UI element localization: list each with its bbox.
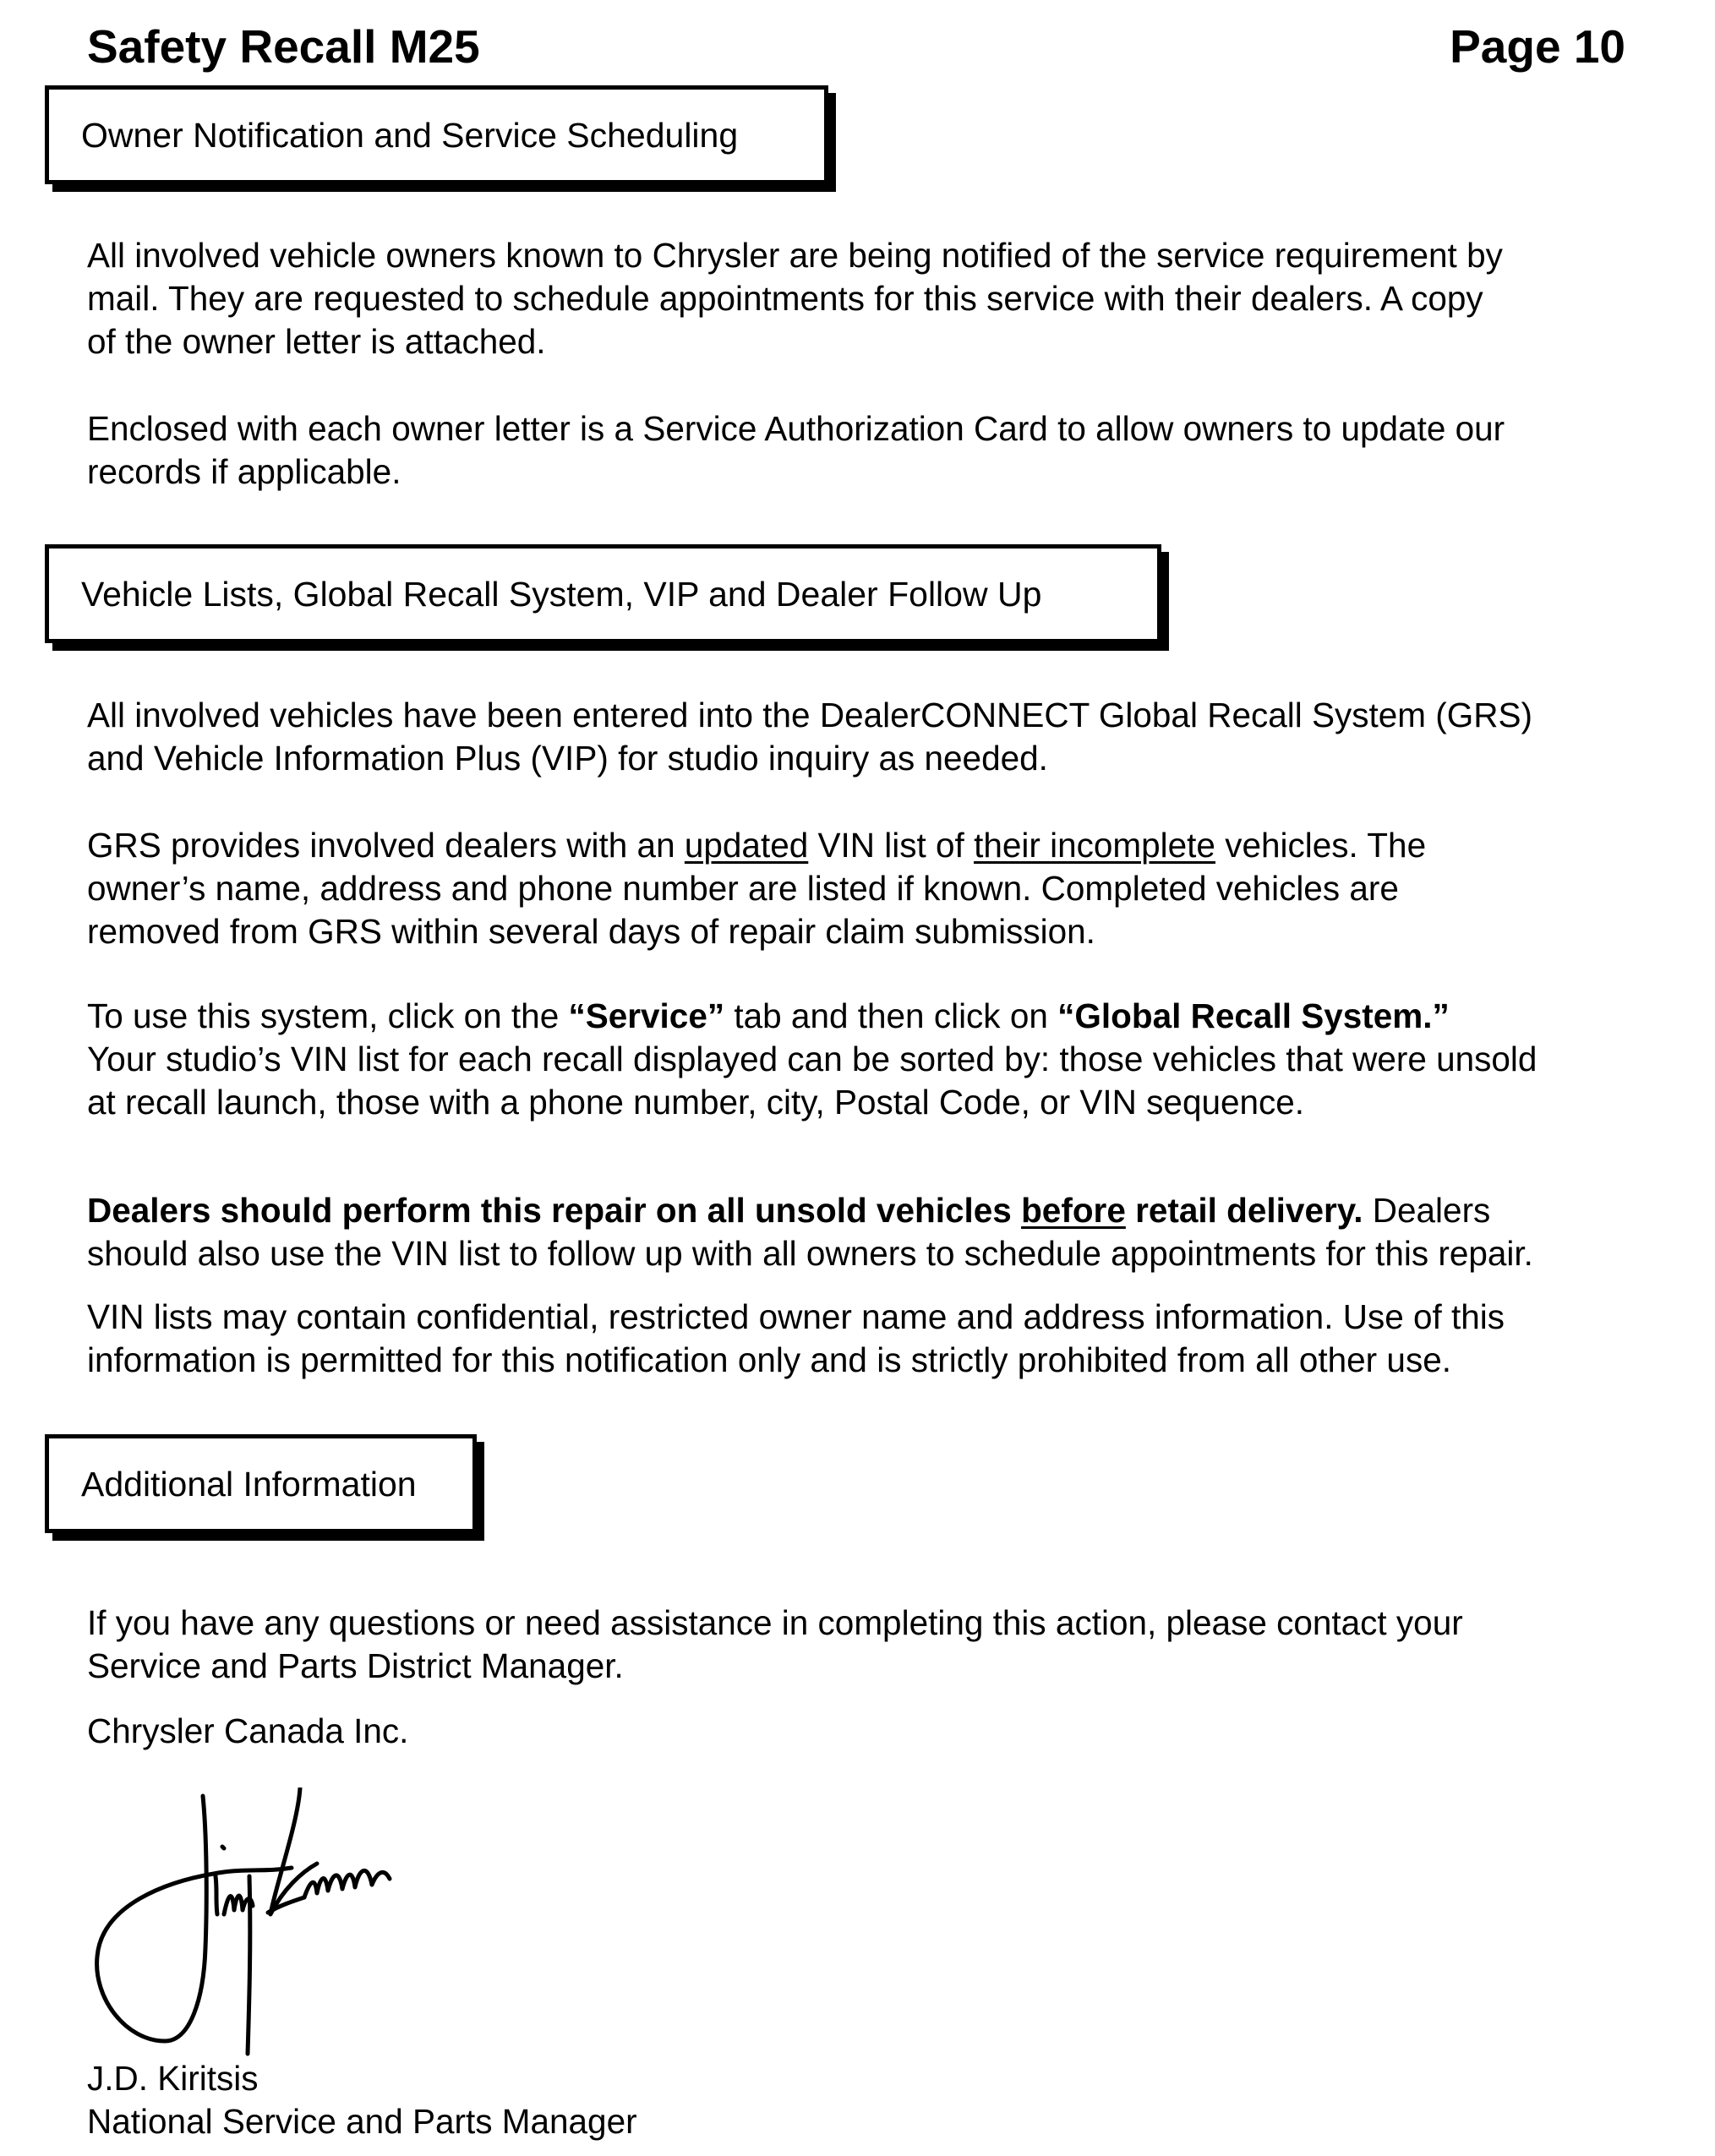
paragraph-authorization-card [87, 407, 1693, 494]
bold-text: Dealers should perform this repair on all unsold vehicles [87, 1191, 1022, 1230]
text-run: tab and then click on [724, 996, 1058, 1035]
bold-text: “Service” [568, 996, 725, 1035]
text-run: GRS provides involved dealers with an [87, 826, 685, 865]
text-line: at recall launch, those with a phone number, city, Postal Code, or VIN sequence. [87, 1083, 1305, 1122]
text-run: VIN list of [808, 826, 975, 865]
section-heading-additional-information [45, 1434, 477, 1533]
section-heading-vehicle-lists [45, 544, 1161, 643]
underlined-text: updated [684, 826, 809, 865]
text-line: All involved vehicle owners known to Chrysler are being notified of the service requirement by [87, 236, 1503, 275]
text-run: To use this system, click on the [87, 996, 569, 1035]
text-line: Your studio’s VIN list for each recall displayed can be sorted by: those vehicles that were unsold [87, 1040, 1537, 1078]
text-line: removed from GRS within several days of repair claim submission. [87, 912, 1095, 951]
signatory-block [87, 2057, 1693, 2143]
text-line [87, 1189, 1693, 1232]
bold-underlined-text: before [1021, 1191, 1126, 1230]
text-line: Enclosed with each owner letter is a Service Authorization Card to allow owners to update our [87, 409, 1505, 448]
signatory-name: J.D. Kiritsis [87, 2059, 259, 2098]
section-heading-owner-notification [45, 85, 828, 184]
text-line [87, 995, 1693, 1038]
section-heading-label: Additional Information [81, 1464, 417, 1504]
text-line: Chrysler Canada Inc. [87, 1711, 409, 1750]
text-line: VIN lists may contain confidential, restricted owner name and address information. Use of this [87, 1297, 1505, 1336]
text-line [87, 824, 1693, 867]
text-line: should also use the VIN list to follow up with all owners to schedule appointments for this repair. [87, 1234, 1533, 1273]
paragraph-grs-vip [87, 694, 1693, 780]
text-line: Service and Parts District Manager. [87, 1646, 624, 1685]
text-line: owner’s name, address and phone number are listed if known. Completed vehicles are [87, 869, 1399, 908]
handwritten-signature [89, 1788, 410, 2058]
document-title: Safety Recall M25 [87, 20, 480, 73]
bold-text: “Global Recall System.” [1057, 996, 1450, 1035]
text-line: of the owner letter is attached. [87, 322, 546, 361]
text-line: information is permitted for this notification only and is strictly prohibited from all other use. [87, 1340, 1451, 1379]
text-line: All involved vehicles have been entered into the DealerCONNECT Global Recall System (GRS) [87, 696, 1533, 734]
paragraph-use-system [87, 995, 1693, 1124]
text-line: and Vehicle Information Plus (VIP) for studio inquiry as needed. [87, 739, 1048, 778]
signatory-role: National Service and Parts Manager [87, 2102, 637, 2141]
bold-text: retail delivery. [1125, 1191, 1363, 1230]
company-name [87, 1710, 1693, 1753]
section-heading-label: Owner Notification and Service Scheduling [81, 115, 739, 155]
underlined-text: their incomplete [974, 826, 1215, 865]
section-heading-label: Vehicle Lists, Global Recall System, VIP and Dealer Follow Up [81, 574, 1042, 614]
paragraph-owner-notification [87, 234, 1693, 363]
paragraph-grs-provides [87, 824, 1693, 953]
page-number: Page 10 [1450, 20, 1625, 73]
paragraph-confidentiality [87, 1296, 1693, 1382]
paragraph-dealer-instructions [87, 1189, 1693, 1275]
text-line: If you have any questions or need assistance in completing this action, please contact your [87, 1603, 1463, 1642]
text-line: mail. They are requested to schedule appointments for this service with their dealers. A copy [87, 279, 1483, 318]
paragraph-contact [87, 1602, 1693, 1688]
text-run: Dealers [1363, 1191, 1491, 1230]
text-line: records if applicable. [87, 452, 401, 491]
text-run: vehicles. The [1215, 826, 1427, 865]
